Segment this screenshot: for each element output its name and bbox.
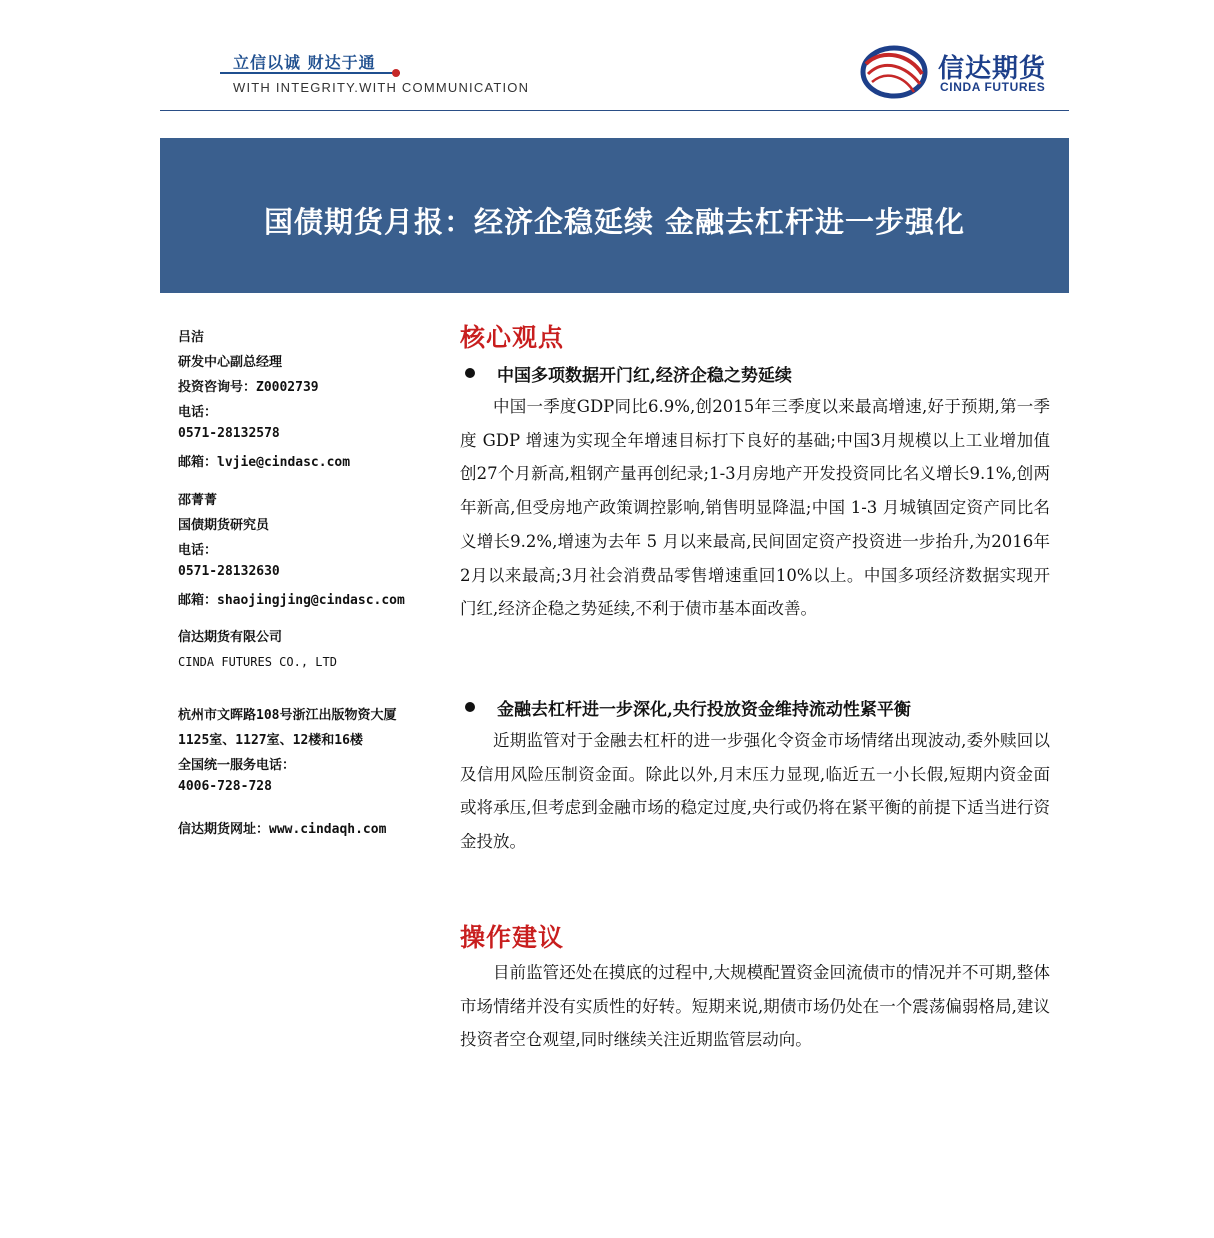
analyst2-phone: 0571-28132630 [178, 564, 280, 579]
bullet-heading-2: 金融去杠杆进一步深化,央行投放资金维持流动性紧平衡 [497, 700, 911, 720]
company-website: 信达期货网址：www.cindaqh.com [178, 822, 387, 837]
bullet-icon [465, 368, 475, 378]
title-banner [160, 138, 1069, 293]
company-address-1: 杭州市文晖路108号浙江出版物资大厦 [178, 708, 397, 723]
analyst1-phone: 0571-28132578 [178, 426, 280, 441]
paragraph-3: 目前监管还处在摸底的过程中,大规模配置资金回流债市的情况并不可期,整体市场情绪并没有实质性的好转。短期来说,期债市场仍处在一个震荡偏弱格局,建议投资者空仓观望,同时继续关注近期监管层动向。 [460, 963, 1050, 1050]
paragraph-1: 中国一季度GDP同比6.9%,创2015年三季度以来最高增速,好于预期,第一季度 GDP 增速为实现全年增速目标打下良好的基础;中国3月规模以上工业增加值创27个月新高,粗钢产量再创纪录;1-3月房地产开发投资同比名义增长9.1%,创两年新高,但受房地产政策调控影响,销售明显降温;中国 1-3 月城镇固定资产同比名义增长9.2%,增速为去年 5 月以来最高,民间固定资产投资进一步抬升,为2016年2月以来最高;3月社会消费品零售增速重回10%以上。中国多项经济数据实现开门红,经济企稳之势延续,不利于债市基本面改善。 [460, 397, 1050, 619]
company-name-cn: 信达期货有限公司 [178, 630, 283, 645]
bullet-heading-1: 中国多项数据开门红,经济企稳之势延续 [497, 366, 792, 386]
section-title-core-views: 核心观点 [460, 323, 565, 352]
report-title: 国债期货月报：经济企稳延续 金融去杠杆进一步强化 [263, 205, 966, 239]
hotline-label: 全国统一服务电话： [178, 758, 296, 773]
bullet-icon [465, 702, 475, 712]
analyst1-name: 吕洁 [178, 330, 205, 345]
company-address-2: 1125室、1127室、12楼和16楼 [178, 733, 363, 748]
analyst2-email: 邮箱：shaojingjing@cindasc.com [178, 593, 405, 608]
analyst1-email: 邮箱：lvjie@cindasc.com [178, 455, 351, 470]
analyst1-phone-label: 电话： [178, 405, 218, 420]
paragraph-2: 近期监管对于金融去杠杆的进一步强化令资金市场情绪出现波动,委外赎回以及信用风险压制资金面。除此以外,月末压力显现,临近五一小长假,短期内资金面或将承压,但考虑到金融市场的稳定过度,央行或仍将在紧平衡的前提下适当进行资金投放。 [460, 731, 1050, 852]
header-slogan-en: WITH INTEGRITY.WITH COMMUNICATION [233, 80, 530, 95]
analyst1-position: 研发中心副总经理 [178, 355, 283, 370]
slogan-dot [392, 69, 400, 77]
analyst2-position: 国债期货研究员 [178, 518, 270, 533]
analyst2-phone-label: 电话： [178, 543, 218, 558]
analyst2-name: 邵菁菁 [178, 493, 218, 508]
header-divider [160, 110, 1069, 111]
hotline-number: 4006-728-728 [178, 779, 272, 794]
logo-text-en: CINDA FUTURES [940, 80, 1046, 94]
analyst1-license: 投资咨询号：Z0002739 [178, 380, 319, 395]
logo-text-cn: 信达期货 [938, 54, 1047, 84]
company-name-en: CINDA FUTURES CO., LTD [178, 655, 337, 669]
header-slogan: 立信以诚 财达于通 [233, 53, 376, 72]
section-title-operation-advice: 操作建议 [460, 923, 565, 952]
cinda-logo-icon [860, 44, 930, 100]
slogan-underline [220, 72, 400, 74]
